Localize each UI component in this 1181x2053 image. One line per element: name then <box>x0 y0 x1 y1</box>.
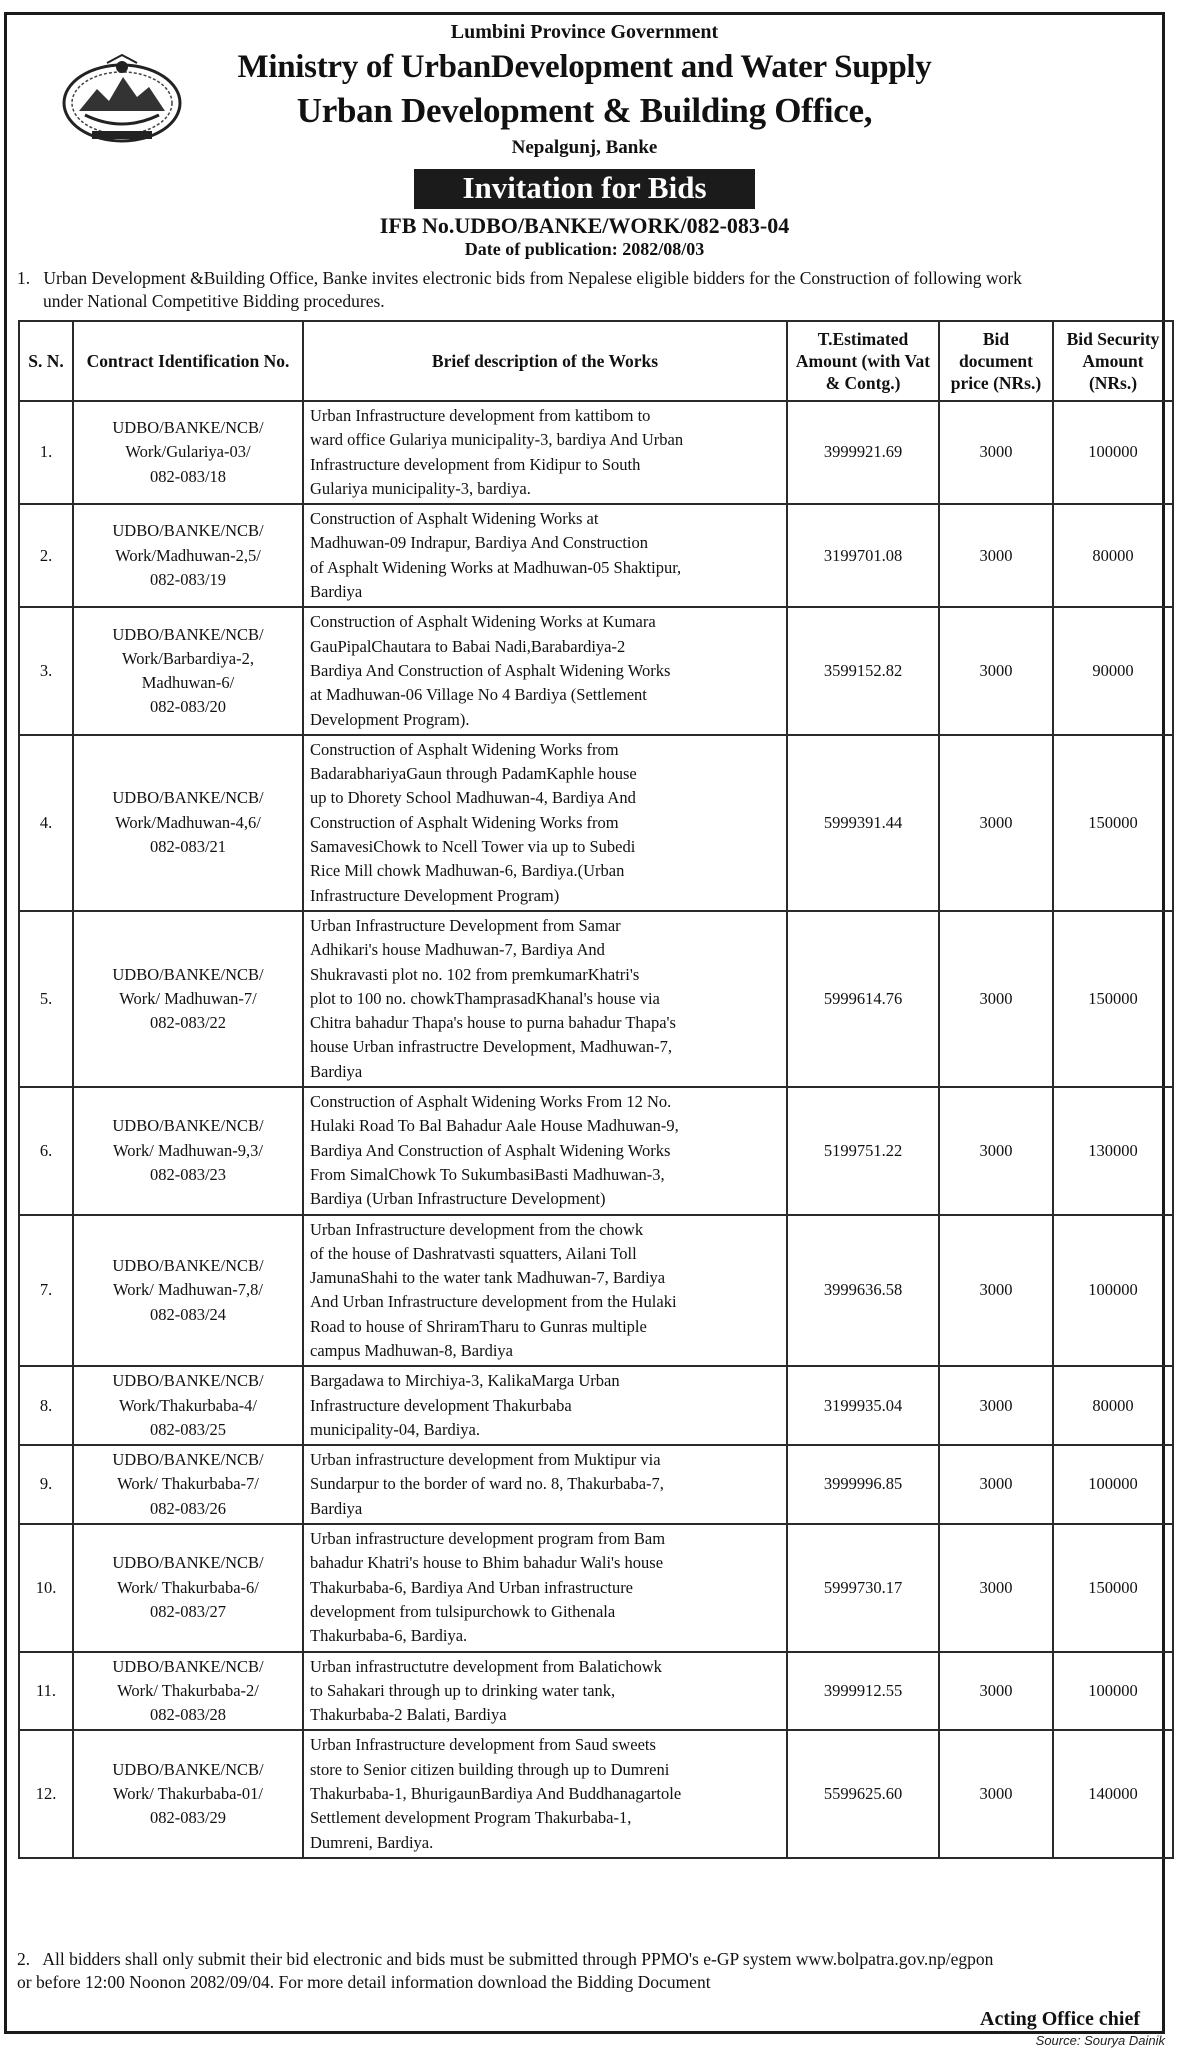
cell-security: 80000 <box>1053 1366 1173 1445</box>
description-line: Thakurbaba-1, BhurigaunBardiya And Buddhanagartole <box>310 1784 682 1804</box>
cell-contract-id <box>73 1215 303 1367</box>
cell-description <box>303 1366 787 1445</box>
cell-security: 140000 <box>1053 1730 1173 1857</box>
description-line: Madhuwan-09 Indrapur, Bardiya And Construction <box>310 533 648 553</box>
province-name: Lumbini Province Government <box>450 21 719 43</box>
notice-header <box>7 15 1162 280</box>
cell-doc-price: 3000 <box>939 1445 1053 1524</box>
cell-security: 100000 <box>1053 1215 1173 1367</box>
signature: Acting Office chief <box>980 2008 1140 2030</box>
cell-amount: 3199935.04 <box>787 1366 939 1445</box>
contract-id-line: Work/Thakurbaba-4/ <box>119 1395 257 1415</box>
cell-contract-id <box>73 1366 303 1445</box>
cell-amount: 3999921.69 <box>787 401 939 504</box>
cell-sn: 7. <box>19 1215 73 1367</box>
cell-description <box>303 607 787 734</box>
contract-id-line: 082-083/23 <box>149 1164 227 1184</box>
contract-id-line: Madhuwan-6/ <box>141 673 235 693</box>
cell-sn: 8. <box>19 1366 73 1445</box>
description-line: house Urban infrastructre Development, Madhuwan-7, <box>310 1037 672 1057</box>
contract-id-line: Work/Madhuwan-2,5/ <box>115 545 261 565</box>
description-line: GauPipalChautara to Babai Nadi,Barabardiya-2 <box>310 636 626 656</box>
cell-contract-id <box>73 1445 303 1524</box>
cell-doc-price: 3000 <box>939 1730 1053 1857</box>
cell-sn: 12. <box>19 1730 73 1857</box>
table-row <box>19 504 1173 607</box>
header-security: Bid Security Amount (NRs.) <box>1053 321 1173 401</box>
description-line: Thakurbaba-6, Bardiya And Urban infrastructure <box>310 1577 634 1597</box>
description-line: Development Program). <box>310 709 470 729</box>
cell-amount: 3599152.82 <box>787 607 939 734</box>
description-line: Urban infrastructutre development from Balatichowk <box>310 1656 662 1676</box>
cell-doc-price: 3000 <box>939 607 1053 734</box>
table-body <box>19 401 1173 1858</box>
footer-number: 2. <box>17 1949 31 1969</box>
cell-description <box>303 504 787 607</box>
cell-security: 90000 <box>1053 607 1173 734</box>
cell-amount: 3999636.58 <box>787 1215 939 1367</box>
cell-contract-id <box>73 1730 303 1857</box>
contract-id-line: UDBO/BANKE/NCB/ <box>112 1656 264 1676</box>
contract-id-line: 082-083/21 <box>149 837 227 857</box>
contract-id-line: UDBO/BANKE/NCB/ <box>112 1450 264 1470</box>
description-line: Gulariya municipality-3, bardiya. <box>310 478 531 498</box>
intro-number: 1. <box>17 268 31 288</box>
cell-sn: 1. <box>19 401 73 504</box>
cell-description <box>303 911 787 1087</box>
table-row <box>19 401 1173 504</box>
cell-amount: 5999614.76 <box>787 911 939 1087</box>
contract-id-line: UDBO/BANKE/NCB/ <box>112 1759 264 1779</box>
cell-doc-price: 3000 <box>939 1652 1053 1731</box>
table-row <box>19 735 1173 911</box>
description-line: Urban Infrastructure development from kattibom to <box>310 406 651 425</box>
table-row <box>19 1215 1173 1367</box>
cell-security: 150000 <box>1053 1524 1173 1651</box>
description-line: Adhikari's house Madhuwan-7, Bardiya And <box>310 940 605 960</box>
cell-sn: 9. <box>19 1445 73 1524</box>
cell-sn: 6. <box>19 1087 73 1214</box>
table-row <box>19 1730 1173 1857</box>
description-line: Bargadawa to Mirchiya-3, KalikaMarga Urban <box>310 1371 620 1391</box>
cell-contract-id <box>73 1524 303 1651</box>
cell-description <box>303 1730 787 1857</box>
description-line: Construction of Asphalt Widening Works at Kumara <box>310 612 656 632</box>
notice-frame <box>4 12 1165 2034</box>
cell-sn: 5. <box>19 911 73 1087</box>
contract-id-line: 082-083/19 <box>149 569 227 589</box>
cell-doc-price: 3000 <box>939 1524 1053 1651</box>
description-line: Bardiya And Construction of Asphalt Widening Works <box>310 660 671 680</box>
description-line: Bardiya <box>310 582 363 602</box>
contract-id-line: Work/ Madhuwan-7,8/ <box>113 1280 263 1300</box>
cell-contract-id <box>73 911 303 1087</box>
table-row <box>19 1652 1173 1731</box>
description-line: SamavesiChowk to Ncell Tower via up to Subedi <box>310 837 636 857</box>
description-line: Settlement development Program Thakurbaba-1, <box>310 1808 632 1828</box>
description-line: Urban Infrastructure development from the chowk <box>310 1219 644 1239</box>
cell-amount: 3999912.55 <box>787 1652 939 1731</box>
description-line: Urban Infrastructure development from Saud sweets <box>310 1735 656 1755</box>
table-row <box>19 607 1173 734</box>
description-line: Bardiya <box>310 1061 363 1081</box>
description-line: Hulaki Road To Bal Bahadur Aale House Madhuwan-9, <box>310 1116 679 1136</box>
cell-doc-price: 3000 <box>939 735 1053 911</box>
office-location: Nepalgunj, Banke <box>511 137 658 158</box>
description-line: development from tulsipurchowk to Githenala <box>310 1601 616 1621</box>
description-line: Infrastructure Development Program) <box>310 885 560 905</box>
cell-security: 100000 <box>1053 1445 1173 1524</box>
table-row <box>19 1445 1173 1524</box>
description-line: Bardiya And Construction of Asphalt Widening Works <box>310 1140 671 1160</box>
description-line: plot to 100 no. chowkThamprasadKhanal's house via <box>310 988 660 1008</box>
contract-id-line: UDBO/BANKE/NCB/ <box>112 964 264 984</box>
cell-description <box>303 1524 787 1651</box>
description-line: Chitra bahadur Thapa's house to purna bahadur Thapa's <box>310 1013 676 1033</box>
cell-amount: 5999730.17 <box>787 1524 939 1651</box>
description-line: Thakurbaba-2 Balati, Bardiya <box>310 1705 507 1725</box>
cell-description <box>303 1445 787 1524</box>
cell-amount: 5599625.60 <box>787 1730 939 1857</box>
description-line: And Urban Infrastructure development from the Hulaki <box>310 1292 677 1312</box>
description-line: Infrastructure development from Kidipur to South <box>310 454 641 474</box>
cell-sn: 4. <box>19 735 73 911</box>
cell-doc-price: 3000 <box>939 504 1053 607</box>
ministry-name: Ministry of UrbanDevelopment and Water Supply <box>237 49 932 85</box>
footer-text: All bidders shall only submit their bid electronic and bids must be submitted through PPMO's e-GP system www.bolpatra.gov.np/egpon <box>42 1949 994 1969</box>
description-line: BadarabhariyaGaun through PadamKaphle house <box>310 764 637 784</box>
header-doc-price: Bid document price (NRs.) <box>939 321 1053 401</box>
description-line: Construction of Asphalt Widening Works at <box>310 509 599 529</box>
contract-id-line: Work/ Thakurbaba-01/ <box>112 1784 264 1804</box>
contract-id-line: Work/ Madhuwan-9,3/ <box>113 1140 263 1160</box>
description-line: Sundarpur to the border of ward no. 8, Thakurbaba-7, <box>310 1474 664 1494</box>
description-line: From SimalChowk To SukumbasiBasti Madhuwan-3, <box>310 1164 665 1184</box>
contract-id-line: 082-083/28 <box>149 1705 227 1725</box>
contract-id-line: UDBO/BANKE/NCB/ <box>112 1371 264 1391</box>
contract-id-line: UDBO/BANKE/NCB/ <box>112 624 264 644</box>
cell-doc-price: 3000 <box>939 401 1053 504</box>
cell-description <box>303 1215 787 1367</box>
cell-sn: 3. <box>19 607 73 734</box>
cell-amount: 3999996.85 <box>787 1445 939 1524</box>
cell-contract-id <box>73 735 303 911</box>
cell-security: 130000 <box>1053 1087 1173 1214</box>
bids-table <box>18 320 1174 1859</box>
cell-security: 150000 <box>1053 911 1173 1087</box>
intro-text: Urban Development &Building Office, Banke invites electronic bids from Nepalese eligible bidders for the Construction of following work <box>43 268 1022 288</box>
contract-id-line: UDBO/BANKE/NCB/ <box>112 521 264 541</box>
cell-description <box>303 1652 787 1731</box>
ifb-number: IFB No.UDBO/BANKE/WORK/082-083-04 <box>379 213 790 238</box>
cell-description <box>303 1087 787 1214</box>
description-line: municipality-04, Bardiya. <box>310 1419 481 1439</box>
contract-id-line: UDBO/BANKE/NCB/ <box>112 1116 264 1136</box>
description-line: Urban infrastructure development from Muktipur via <box>310 1450 661 1470</box>
contract-id-line: 082-083/22 <box>149 1013 227 1033</box>
description-line: of the house of Dashratvasti squatters, Ailani Toll <box>310 1243 637 1263</box>
contract-id-line: Work/ Thakurbaba-7/ <box>117 1474 259 1494</box>
description-line: Rice Mill chowk Madhuwan-6, Bardiya.(Urban <box>310 861 625 881</box>
contract-id-line: UDBO/BANKE/NCB/ <box>112 418 264 438</box>
header-sn: S. N. <box>19 321 73 401</box>
contract-id-line: Work/Madhuwan-4,6/ <box>115 812 261 832</box>
cell-doc-price: 3000 <box>939 1087 1053 1214</box>
description-line: Infrastructure development Thakurbaba <box>310 1395 572 1415</box>
description-line: bahadur Khatri's house to Bhim bahadur Wali's house <box>310 1553 664 1573</box>
contract-id-line: Work/ Madhuwan-7/ <box>119 988 257 1008</box>
table-row <box>19 911 1173 1087</box>
cell-sn: 10. <box>19 1524 73 1651</box>
publication-date: Date of publication: 2082/08/03 <box>464 239 705 259</box>
description-line: Bardiya (Urban Infrastructure Development) <box>310 1189 606 1209</box>
cell-amount: 3199701.08 <box>787 504 939 607</box>
contract-id-line: UDBO/BANKE/NCB/ <box>112 788 264 808</box>
description-line: Construction of Asphalt Widening Works from <box>310 812 619 832</box>
contract-id-line: UDBO/BANKE/NCB/ <box>112 1255 264 1275</box>
description-line: ward office Gulariya municipality-3, bardiya And Urban <box>310 430 684 450</box>
table-row <box>19 1087 1173 1214</box>
contract-id-line: UDBO/BANKE/NCB/ <box>112 1553 264 1573</box>
description-line: Construction of Asphalt Widening Works from <box>310 739 619 759</box>
contract-id-line: 082-083/29 <box>149 1808 227 1828</box>
description-line: Shukravasti plot no. 102 from premkumarKhatri's <box>310 964 640 984</box>
description-line: Road to house of ShriramTharu to Gunras multiple <box>310 1316 647 1336</box>
contract-id-line: 082-083/20 <box>149 697 227 717</box>
description-line: Dumreni, Bardiya. <box>310 1832 434 1852</box>
description-line: Bardiya <box>310 1498 363 1518</box>
contract-id-line: Work/Gulariya-03/ <box>125 442 251 462</box>
cell-security: 150000 <box>1053 735 1173 911</box>
source-credit: Source: Sourya Dainik <box>1035 2033 1165 2048</box>
office-name: Urban Development & Building Office, <box>296 91 873 130</box>
cell-contract-id <box>73 1652 303 1731</box>
footer-text-continued: or before 12:00 Noonon 2082/09/04. For more detail information download the Bidding Document <box>17 1972 711 1992</box>
description-line: up to Dhorety School Madhuwan-4, Bardiya And <box>310 788 636 808</box>
description-line: to Sahakari through up to drinking water tank, <box>310 1680 616 1700</box>
description-line: Urban infrastructure development program from Bam <box>310 1529 666 1549</box>
cell-amount: 5199751.22 <box>787 1087 939 1214</box>
description-line: of Asphalt Widening Works at Madhuwan-05 Shaktipur, <box>310 557 682 577</box>
description-line: Construction of Asphalt Widening Works From 12 No. <box>310 1092 672 1112</box>
cell-contract-id <box>73 504 303 607</box>
header-description: Brief description of the Works <box>303 321 787 401</box>
cell-security: 100000 <box>1053 1652 1173 1731</box>
contract-id-line: 082-083/27 <box>149 1601 227 1621</box>
header-contract-id: Contract Identification No. <box>73 321 303 401</box>
cell-amount: 5999391.44 <box>787 735 939 911</box>
cell-contract-id <box>73 1087 303 1214</box>
description-line: at Madhuwan-06 Village No 4 Bardiya (Settlement <box>310 685 647 705</box>
contract-id-line: 082-083/26 <box>149 1498 227 1518</box>
notice-title: Invitation for Bids <box>414 169 754 209</box>
cell-description <box>303 735 787 911</box>
footer-note <box>17 1948 1167 1994</box>
contract-id-line: Work/ Thakurbaba-6/ <box>117 1577 259 1597</box>
contract-id-line: Work/ Thakurbaba-2/ <box>117 1680 259 1700</box>
description-line: JamunaShahi to the water tank Madhuwan-7, Bardiya <box>310 1268 666 1288</box>
cell-security: 100000 <box>1053 401 1173 504</box>
cell-doc-price: 3000 <box>939 911 1053 1087</box>
table-header-row <box>19 321 1173 401</box>
cell-sn: 2. <box>19 504 73 607</box>
cell-security: 80000 <box>1053 504 1173 607</box>
description-line: Urban Infrastructure Development from Samar <box>310 915 621 935</box>
description-line: Thakurbaba-6, Bardiya. <box>310 1626 468 1646</box>
cell-contract-id <box>73 607 303 734</box>
contract-id-line: 082-083/18 <box>149 466 227 486</box>
contract-id-line: Work/Barbardiya-2, <box>122 648 254 668</box>
description-line: store to Senior citizen building through up to Dumreni <box>310 1759 670 1779</box>
contract-id-line: 082-083/24 <box>149 1304 227 1324</box>
description-line: campus Madhuwan-8, Bardiya <box>310 1340 513 1360</box>
contract-id-line: 082-083/25 <box>149 1419 227 1439</box>
cell-description <box>303 401 787 504</box>
header-amount: T.Estimated Amount (with Vat & Contg.) <box>787 321 939 401</box>
intro-text-continued: under National Competitive Bidding procedures. <box>43 291 385 311</box>
cell-sn: 11. <box>19 1652 73 1731</box>
intro-paragraph <box>17 267 1167 313</box>
cell-contract-id <box>73 401 303 504</box>
cell-doc-price: 3000 <box>939 1366 1053 1445</box>
table-row <box>19 1524 1173 1651</box>
table-row <box>19 1366 1173 1445</box>
cell-doc-price: 3000 <box>939 1215 1053 1367</box>
